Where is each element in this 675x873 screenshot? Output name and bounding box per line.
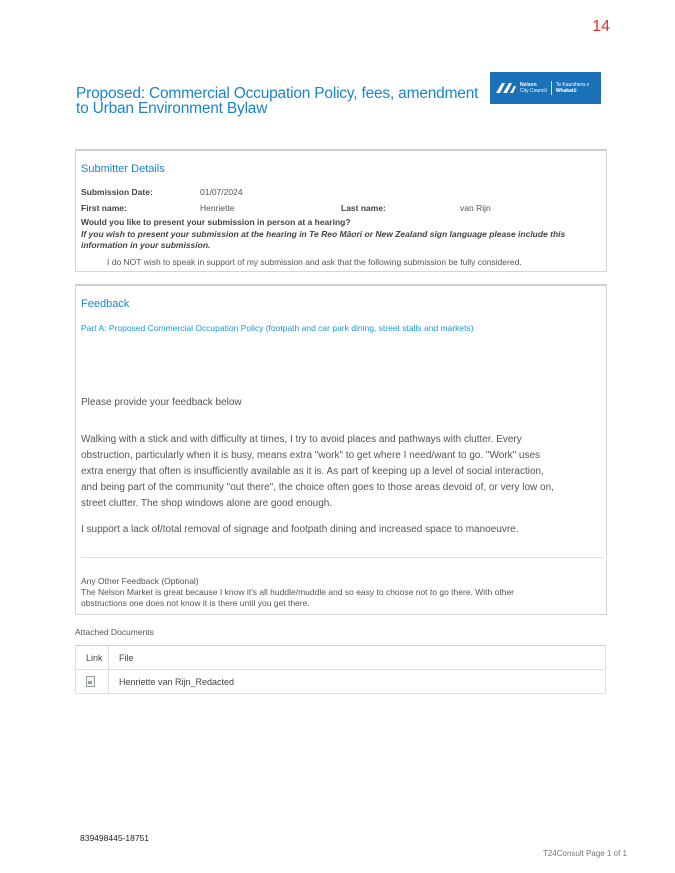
feedback-prompt: Please provide your feedback below (81, 397, 242, 408)
hearing-answer: I do NOT wish to speak in support of my submission and ask that the following submission be fully considered. (107, 257, 522, 267)
page-title: Proposed: Commercial Occupation Policy, fees, amendment to Urban Environment Bylaw (76, 85, 479, 117)
first-name-label: First name: (81, 203, 127, 213)
submitter-details-heading: Submitter Details (81, 163, 165, 175)
other-feedback-text: The Nelson Market is great because I know it's all huddle/muddle and so easy to choose not to go there. With other obstructions one does not know it is there until you get there. (81, 587, 515, 608)
logo-separator (551, 81, 552, 95)
last-name-label: Last name: (341, 203, 386, 213)
feedback-divider (81, 557, 603, 558)
hearing-question: Would you like to present your submission in person at a hearing? (81, 217, 351, 227)
logo-org-subtitle: City Council (520, 88, 547, 94)
table-header-row (76, 646, 606, 670)
submission-date-value: 01/07/2024 (200, 187, 243, 197)
feedback-heading: Feedback (81, 298, 130, 310)
document-icon[interactable] (86, 676, 95, 687)
first-name-value: Henriette (200, 203, 235, 213)
other-feedback-label: Any Other Feedback (Optional) (81, 576, 199, 586)
feedback-paragraph-2: I support a lack of/total removal of signage and footpath dining and increased space to manoeuvre. (81, 524, 519, 535)
feedback-paragraph-1: Walking with a stick and with difficulty at times, I try to avoid places and pathways with clutter. Every obstruction, particularly when it is busy, means extra "work" to get where I need/want to go. "Work" uses extra energy that often is insufficiently available as it is. As part of keeping up a level of social interaction, and being part of the community "out there", the choice often goes to those areas devoid of, or very low on, street clutter. The shop windows alone are good enough. (81, 434, 554, 509)
file-column-header: File (109, 646, 606, 670)
council-logo-icon (495, 80, 517, 96)
feedback-panel (75, 284, 607, 615)
page-number: 14 (592, 18, 610, 35)
document-id: 839498445-18751 (80, 833, 150, 843)
attached-documents-heading: Attached Documents (75, 627, 154, 637)
language-question: If you wish to present your submission at the hearing in Te Reo Māori or New Zealand sign language please include this information in your submission. (81, 229, 566, 250)
attachment-file-name: Henriette van Rijn_Redacted (109, 670, 606, 694)
logo-org-name: Nelson (520, 82, 537, 88)
logo-maori-bottom: Whakatū (555, 88, 577, 94)
page-footer: T24Consult Page 1 of 1 (542, 849, 627, 858)
last-name-value: van Rijn (460, 203, 491, 213)
table-row (76, 670, 606, 694)
logo-maori-top: Te Kaunihera o (555, 82, 590, 88)
attachment-link-cell[interactable] (76, 670, 109, 694)
council-logo (490, 72, 601, 104)
part-a-label: Part A: Proposed Commercial Occupation Policy (footpath and car park dining, street stalls and markets) (81, 323, 474, 333)
attached-documents-table (75, 645, 606, 694)
submission-date-label: Submission Date: (81, 187, 153, 197)
submitter-details-panel (75, 149, 607, 272)
link-column-header: Link (76, 646, 109, 670)
